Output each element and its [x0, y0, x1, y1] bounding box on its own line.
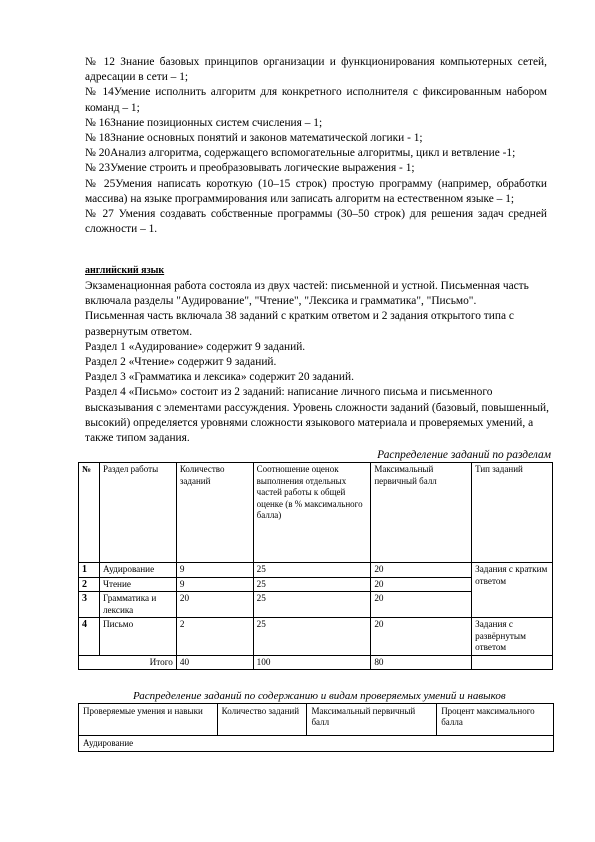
header-cell: Проверяемые умения и навыки	[79, 704, 218, 736]
skills-list	[85, 55, 547, 237]
table-row	[79, 618, 553, 656]
table-total-row	[79, 655, 553, 670]
table-row	[79, 736, 554, 752]
paragraph: Раздел 2 «Чтение» содержит 9 заданий.	[85, 356, 277, 369]
header-cell: Максимальный первичный балл	[371, 463, 472, 563]
header-cell: Количество заданий	[176, 463, 253, 563]
cell: Итого	[79, 655, 177, 670]
list-item: № 14Умение исполнить алгоритм для конкретного исполнителя с фиксированным набором команд – 1;	[85, 86, 547, 114]
cell: 25	[253, 577, 371, 592]
cell: Чтение	[99, 577, 176, 592]
cell: 25	[253, 563, 371, 578]
cell: 25	[253, 592, 371, 618]
cell: Аудирование	[99, 563, 176, 578]
cell: 1	[79, 563, 100, 578]
header-cell: Соотношение оценок выполнения отдельных частей работы к общей оценке (в % максимального балла)	[253, 463, 371, 563]
cell: 9	[176, 563, 253, 578]
paragraph: Раздел 3 «Грамматика и лексика» содержит 20 заданий.	[85, 371, 354, 384]
section-title: английский язык	[85, 265, 165, 276]
header-cell: Раздел работы	[99, 463, 176, 563]
cell: Грамматика и лексика	[99, 592, 176, 618]
table1-caption: Распределение заданий по разделам	[377, 449, 551, 461]
cell: 20	[371, 577, 472, 592]
cell: 80	[371, 655, 472, 670]
cell: 100	[253, 655, 371, 670]
cell: 2	[79, 577, 100, 592]
header-cell: Количество заданий	[217, 704, 307, 736]
list-item: № 27 Умения создавать собственные программы (30–50 строк) для решения задач средней сложности – 1.	[85, 208, 547, 236]
table-header-row	[79, 463, 553, 563]
header-cell: Тип заданий	[472, 463, 553, 563]
list-item: № 23Умение строить и преобразовывать логические выражения - 1;	[85, 162, 415, 175]
header-cell: Максимальный первичный балл	[307, 704, 437, 736]
paragraph: Письменная часть включала 38 заданий с кратким ответом и 2 задания открытого типа с развернутым ответом.	[85, 310, 514, 338]
list-item: № 25Умения написать короткую (10–15 строк) простую программу (например, обработки массива) на языке программирования или записать алгоритм на естественном языке – 1;	[85, 177, 547, 205]
cell: 3	[79, 592, 100, 618]
cell: 4	[79, 618, 100, 656]
table-row	[79, 563, 553, 578]
header-cell: №	[79, 463, 100, 563]
list-item: № 20Анализ алгоритма, содержащего вспомогательные алгоритмы, цикл и ветвление -1;	[85, 147, 516, 160]
table-header-row	[79, 704, 554, 736]
paragraph: Раздел 1 «Аудирование» содержит 9 заданий.	[85, 340, 306, 353]
cell: 20	[176, 592, 253, 618]
list-item: № 18Знание основных понятий и законов математической логики - 1;	[85, 132, 423, 145]
skills-table	[78, 703, 554, 752]
cell: 25	[253, 618, 371, 656]
cell: Письмо	[99, 618, 176, 656]
sections-table	[78, 462, 553, 670]
paragraph: Экзаменационная работа состояла из двух частей: письменной и устной. Письменная часть включала разделы "Аудирование", "Чтение", "Лексика и грамматика", "Письмо".	[85, 280, 529, 308]
paragraph: Раздел 4 «Письмо» состоит из 2 заданий: написание личного письма и письменного высказывания с элементами рассуждения. Уровень сложности заданий (базовый, повышенный, высокий) определяется уровнями сложности языкового материала и проверяемых умений, а также типом задания.	[85, 386, 549, 445]
table2-caption: Распределение заданий по содержанию и видам проверяемых умений и навыков	[133, 690, 506, 702]
cell: 2	[176, 618, 253, 656]
cell: Задания с кратким ответом	[472, 563, 553, 618]
cell: 20	[371, 563, 472, 578]
list-item: № 16Знание позиционных систем счисления – 1;	[85, 116, 323, 129]
cell: Задания с развёрнутым ответом	[472, 618, 553, 656]
cell: 20	[371, 618, 472, 656]
cell: 40	[176, 655, 253, 670]
cell: 20	[371, 592, 472, 618]
header-cell: Процент максимального балла	[437, 704, 554, 736]
cell	[472, 655, 553, 670]
cell: Аудирование	[79, 736, 554, 752]
intro-text	[85, 279, 550, 446]
list-item: № 12 Знание базовых принципов организации и функционирования компьютерных сетей, адресации в сети – 1;	[85, 56, 547, 84]
cell: 9	[176, 577, 253, 592]
